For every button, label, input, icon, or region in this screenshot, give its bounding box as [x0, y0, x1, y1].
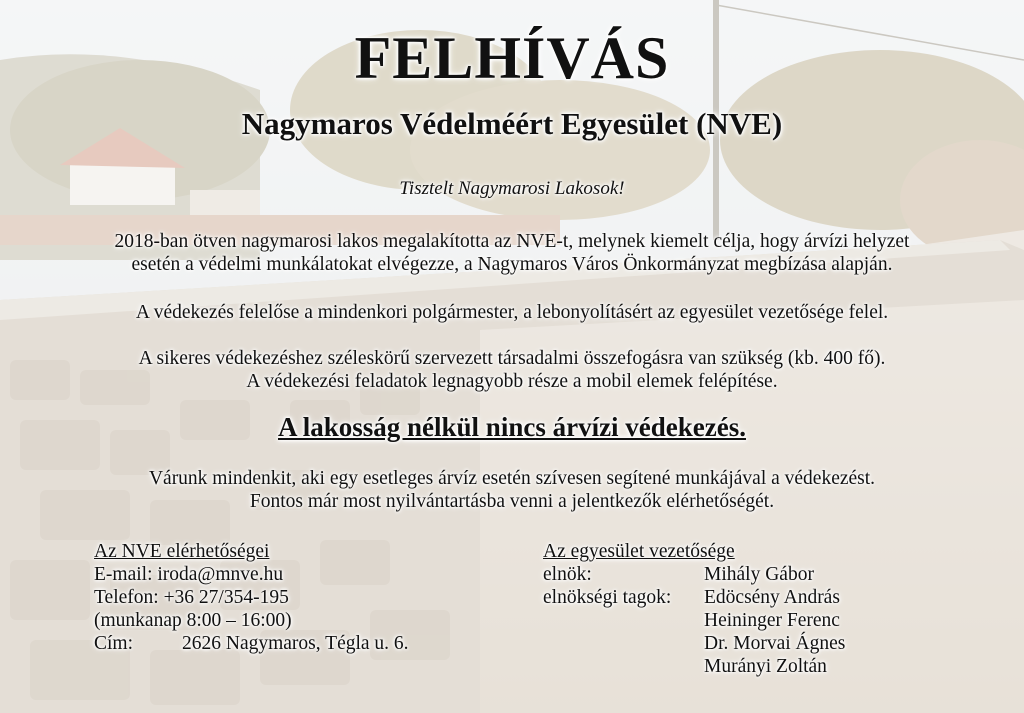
board-block — [543, 540, 943, 678]
member-role — [543, 609, 704, 632]
paragraph-cooperation — [40, 347, 984, 393]
board-member — [543, 609, 943, 632]
paragraph-line: 2018-ban ötven nagymarosi lakos megalakította az NVE-t, melynek kiemelt célja, hogy árvízi helyzet — [114, 231, 910, 252]
page-title: FELHÍVÁS — [354, 25, 670, 91]
paragraph-line: A sikeres védekezéshez széleskörű szervezett társadalmi összefogásra van szükség (kb. 400 fő). — [138, 348, 886, 369]
contact-block — [94, 540, 514, 655]
board-member — [543, 655, 943, 678]
slogan: A lakosság nélkül nincs árvízi védekezés. — [277, 412, 747, 442]
contact-email: E-mail: iroda@mnve.hu — [94, 564, 284, 585]
contact-phone: Telefon: +36 27/354-195 — [94, 587, 289, 608]
address-value: 2626 Nagymaros, Tégla u. 6. — [182, 633, 409, 654]
paragraph-responsibility — [40, 301, 984, 324]
member-name: Heininger Ferenc — [704, 610, 840, 631]
greeting: Tisztelt Nagymarosi Lakosok! — [399, 178, 625, 199]
paragraph-line: Várunk mindenkit, aki egy esetleges árvíz esetén szívesen segítené munkájával a védekezést. — [148, 468, 876, 489]
member-name: Edöcsény András — [704, 587, 840, 608]
contact-address — [94, 632, 514, 655]
address-label: Cím: — [94, 633, 134, 654]
paragraph-founding — [40, 230, 984, 276]
member-role — [543, 632, 704, 655]
paragraph-line: esetén a védelmi munkálatokat elvégezze, a Nagymaros Város Önkormányzat megbízása alapján. — [131, 254, 893, 275]
board-member — [543, 632, 943, 655]
organization-name: Nagymaros Védelméért Egyesület (NVE) — [241, 106, 783, 141]
member-name: Mihály Gábor — [704, 564, 814, 585]
member-role: elnök: — [543, 564, 592, 585]
member-role: elnökségi tagok: — [543, 587, 672, 608]
paragraph-line: A védekezés felelőse a mindenkori polgármester, a lebonyolításért az egyesület vezetősége felel. — [135, 302, 889, 323]
paragraph-invitation — [40, 467, 984, 513]
board-member — [543, 563, 943, 586]
contact-hours: (munkanap 8:00 – 16:00) — [94, 610, 292, 631]
paragraph-line: A védekezési feladatok legnagyobb része a mobil elemek felépítése. — [246, 371, 778, 392]
member-name: Dr. Morvai Ágnes — [704, 633, 846, 654]
paragraph-line: Fontos már most nyilvántartásba venni a jelentkezők elérhetőségét. — [249, 491, 775, 512]
board-heading: Az egyesület vezetősége — [543, 541, 735, 562]
board-member — [543, 586, 943, 609]
member-role — [543, 655, 704, 678]
contact-heading: Az NVE elérhetőségei — [94, 541, 270, 562]
member-name: Murányi Zoltán — [704, 656, 827, 677]
